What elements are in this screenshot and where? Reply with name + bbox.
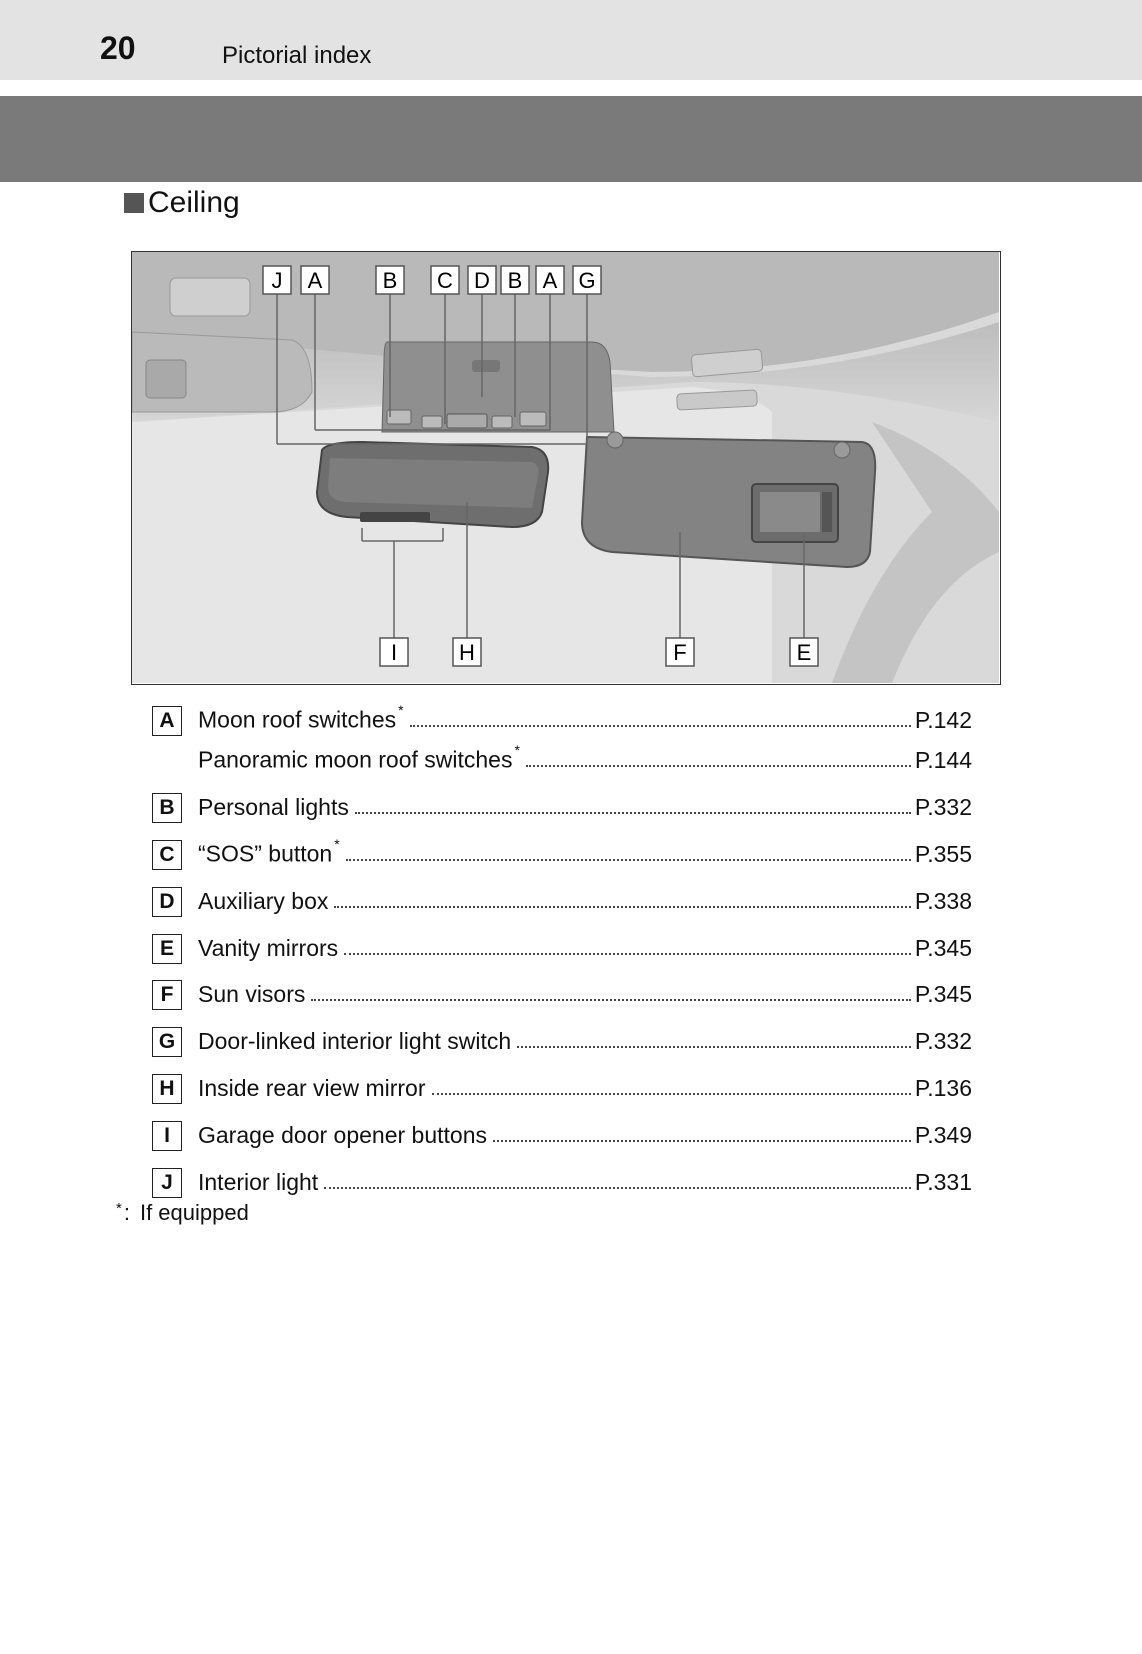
callout-a-left bbox=[301, 266, 329, 294]
callout-e-label: E bbox=[796, 640, 812, 665]
section-heading bbox=[124, 186, 240, 220]
entry-label-text: Auxiliary box bbox=[198, 888, 329, 914]
page-number: 20 bbox=[100, 30, 136, 66]
entry-badge: A bbox=[152, 706, 182, 736]
dot-leader bbox=[311, 999, 910, 1001]
heading-square-icon bbox=[124, 193, 144, 213]
entry-asterisk: * bbox=[334, 836, 340, 853]
dot-leader bbox=[517, 1046, 911, 1048]
entry-badge: C bbox=[152, 840, 182, 870]
entry-badge: B bbox=[152, 793, 182, 823]
entry-page-ref[interactable]: P.355 bbox=[914, 841, 972, 867]
entry-panoramic-moon-roof-switches[interactable] bbox=[152, 740, 972, 774]
dot-leader bbox=[334, 906, 910, 908]
section-band bbox=[0, 96, 1142, 182]
callout-j-label: J bbox=[271, 268, 283, 293]
entry-badge: J bbox=[152, 1168, 182, 1198]
callout-f bbox=[666, 638, 694, 666]
dot-leader bbox=[346, 859, 911, 861]
entry-page-ref[interactable]: P.345 bbox=[914, 981, 972, 1007]
callout-b-right bbox=[501, 266, 529, 294]
entry-page-ref[interactable]: P.331 bbox=[914, 1169, 972, 1195]
entry-page-ref[interactable]: P.136 bbox=[914, 1075, 972, 1101]
entry-garage-door-opener-buttons[interactable] bbox=[152, 1115, 972, 1149]
callout-a-right-label: A bbox=[542, 268, 558, 293]
entry-badge: E bbox=[152, 934, 182, 964]
entry-badge: D bbox=[152, 887, 182, 917]
entry-label bbox=[198, 981, 305, 1008]
entry-badge: I bbox=[152, 1121, 182, 1151]
entry-badge: G bbox=[152, 1027, 182, 1057]
callouts-top bbox=[263, 266, 601, 294]
footnote-text: If equipped bbox=[139, 1200, 249, 1225]
callout-h bbox=[453, 638, 481, 666]
callout-g-label: G bbox=[578, 268, 596, 293]
callout-a-right bbox=[536, 266, 564, 294]
entry-vanity-mirrors[interactable] bbox=[152, 928, 972, 962]
callout-g bbox=[573, 266, 601, 294]
entry-page-ref[interactable]: P.349 bbox=[914, 1122, 972, 1148]
callout-h-label: H bbox=[459, 640, 475, 665]
entry-label-text: Vanity mirrors bbox=[198, 935, 339, 961]
callout-e bbox=[790, 638, 818, 666]
entry-label bbox=[198, 1122, 487, 1149]
entry-label bbox=[198, 794, 349, 821]
callout-b-left bbox=[376, 266, 404, 294]
footnote-colon: : bbox=[123, 1200, 130, 1225]
dot-leader bbox=[432, 1093, 911, 1095]
callout-d bbox=[468, 266, 496, 294]
entry-badge: F bbox=[152, 980, 182, 1010]
entry-label bbox=[198, 1028, 511, 1055]
callout-d-label: D bbox=[474, 268, 490, 293]
entry-sos-button[interactable] bbox=[152, 834, 972, 868]
callout-i bbox=[380, 638, 408, 666]
entry-label bbox=[198, 742, 520, 774]
entry-moon-roof-switches[interactable] bbox=[152, 700, 972, 734]
callout-i-label: I bbox=[390, 640, 398, 665]
dot-leader bbox=[493, 1140, 911, 1142]
ceiling-illustration bbox=[131, 251, 1001, 685]
callout-f-label: F bbox=[673, 640, 687, 665]
dot-leader bbox=[526, 765, 911, 767]
entry-label-text: Interior light bbox=[198, 1169, 319, 1195]
section-heading-text: Ceiling bbox=[148, 186, 240, 219]
entry-interior-light[interactable] bbox=[152, 1162, 972, 1196]
entry-badge: H bbox=[152, 1074, 182, 1104]
entry-label-text: Garage door opener buttons bbox=[198, 1122, 487, 1148]
callout-b-left-label: B bbox=[382, 268, 398, 293]
entry-label bbox=[198, 1075, 426, 1102]
entry-label bbox=[198, 935, 338, 962]
entry-asterisk: * bbox=[514, 742, 520, 759]
footnote bbox=[116, 1200, 249, 1226]
entry-label bbox=[198, 836, 340, 868]
ceiling-drawing bbox=[132, 252, 999, 683]
callout-b-right-label: B bbox=[507, 268, 523, 293]
entry-label-text: Personal lights bbox=[198, 794, 349, 820]
callout-a-left-label: A bbox=[307, 268, 323, 293]
callout-j bbox=[263, 266, 291, 294]
callout-c-label: C bbox=[437, 268, 453, 293]
entry-label-text: “SOS” button bbox=[198, 841, 333, 867]
entry-badge bbox=[152, 746, 182, 776]
header-strip bbox=[0, 0, 1142, 80]
entry-inside-rear-view-mirror[interactable] bbox=[152, 1068, 972, 1102]
dot-leader bbox=[355, 812, 911, 814]
entry-label bbox=[198, 1169, 318, 1196]
entry-label bbox=[198, 888, 328, 915]
entry-label-text: Sun visors bbox=[198, 981, 306, 1007]
dot-leader bbox=[324, 1187, 911, 1189]
entry-door-linked-interior-light-switch[interactable] bbox=[152, 1021, 972, 1055]
entry-page-ref[interactable]: P.142 bbox=[914, 707, 972, 733]
entry-label bbox=[198, 702, 404, 734]
entry-page-ref[interactable]: P.332 bbox=[914, 1028, 972, 1054]
entry-label-text: Moon roof switches bbox=[198, 707, 397, 733]
entry-sun-visors[interactable] bbox=[152, 974, 972, 1008]
entry-asterisk: * bbox=[398, 702, 404, 719]
entry-page-ref[interactable]: P.144 bbox=[914, 747, 972, 773]
dot-leader bbox=[344, 953, 911, 955]
entry-auxiliary-box[interactable] bbox=[152, 881, 972, 915]
entry-page-ref[interactable]: P.345 bbox=[914, 935, 972, 961]
footnote-mark: * bbox=[116, 1200, 122, 1217]
callout-c bbox=[431, 266, 459, 294]
entry-personal-lights[interactable] bbox=[152, 787, 972, 821]
entry-page-ref[interactable]: P.332 bbox=[914, 794, 972, 820]
entry-label-text: Door-linked interior light switch bbox=[198, 1028, 512, 1054]
entry-label-text: Panoramic moon roof switches bbox=[198, 747, 513, 773]
dot-leader bbox=[410, 725, 911, 727]
entry-label-text: Inside rear view mirror bbox=[198, 1075, 426, 1101]
section-name: Pictorial index bbox=[222, 42, 372, 69]
entry-page-ref[interactable]: P.338 bbox=[914, 888, 972, 914]
